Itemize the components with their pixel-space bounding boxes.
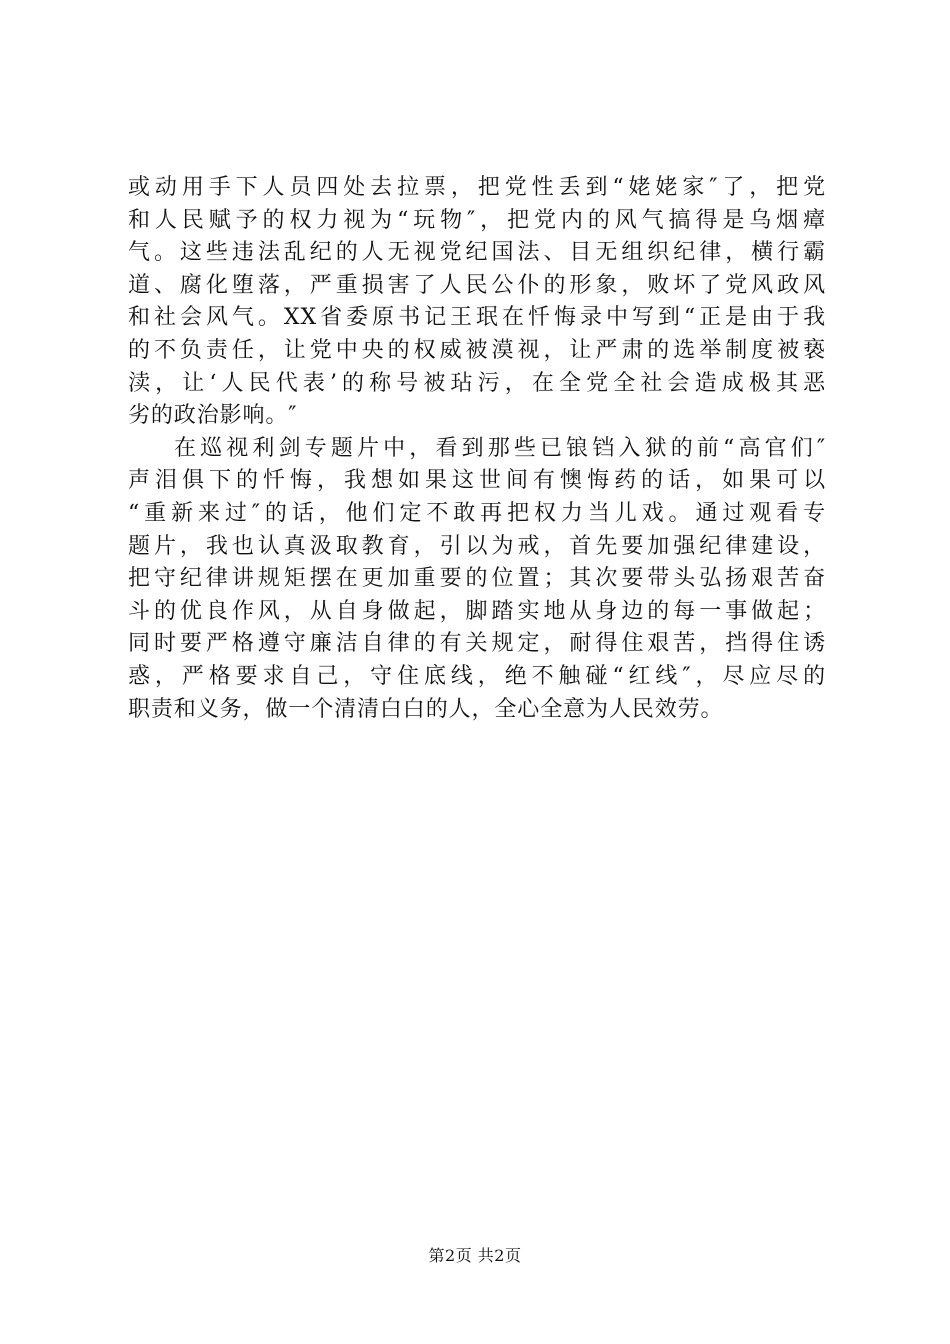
document-body <box>128 172 826 726</box>
text-line: 和社会风气。XX省委原书记王珉在忏悔录中写到“正是由于我 <box>128 305 826 331</box>
text-line: 和人民赋予的权力视为“玩物″，把党内的风气搞得是乌烟瘴 <box>128 207 826 233</box>
text-line: “重新来过″的话，他们定不敢再把权力当儿戏。通过观看专 <box>128 500 826 526</box>
text-line: 气。这些违法乱纪的人无视党纪国法、目无组织纪律，横行霸 <box>128 240 826 266</box>
paragraph-2 <box>128 433 826 726</box>
text-line: 的不负责任，让党中央的权威被漠视，让严肃的选举制度被亵 <box>128 337 826 363</box>
text-line: 职责和义务，做一个清清白白的人，全心全意为人民效劳。 <box>128 696 724 722</box>
text-line: 题片，我也认真汲取教育，引以为戒，首先要加强纪律建设， <box>128 533 826 559</box>
text-line: 惑，严格要求自己，守住底线，绝不触碰“红线″，尽应尽的 <box>128 663 826 689</box>
text-line: 渎，让‘人民代表’的称号被玷污，在全党全社会造成极其恶 <box>128 370 826 396</box>
text-line: 或动用手下人员四处去拉票，把党性丢到“姥姥家″了，把党 <box>128 175 826 200</box>
page-number-footer: 第2页 共2页 <box>428 1246 522 1265</box>
text-line: 声泪俱下的忏悔，我想如果这世间有懊悔药的话，如果可以 <box>128 468 826 494</box>
text-line: 道、腐化堕落，严重损害了人民公仆的形象，败坏了党风政风 <box>128 272 826 298</box>
text-line: 在巡视利剑专题片中，看到那些已锒铛入狱的前“高官们″ <box>174 435 826 461</box>
text-line: 把守纪律讲规矩摆在更加重要的位置；其次要带头弘扬艰苦奋 <box>128 566 826 592</box>
text-line: 同时要严格遵守廉洁自律的有关规定，耐得住艰苦，挡得住诱 <box>128 631 826 657</box>
paragraph-1 <box>128 172 826 433</box>
text-line: 斗的优良作风，从自身做起，脚踏实地从身边的每一事做起； <box>128 598 826 624</box>
text-line: 劣的政治影响。″ <box>128 403 298 429</box>
